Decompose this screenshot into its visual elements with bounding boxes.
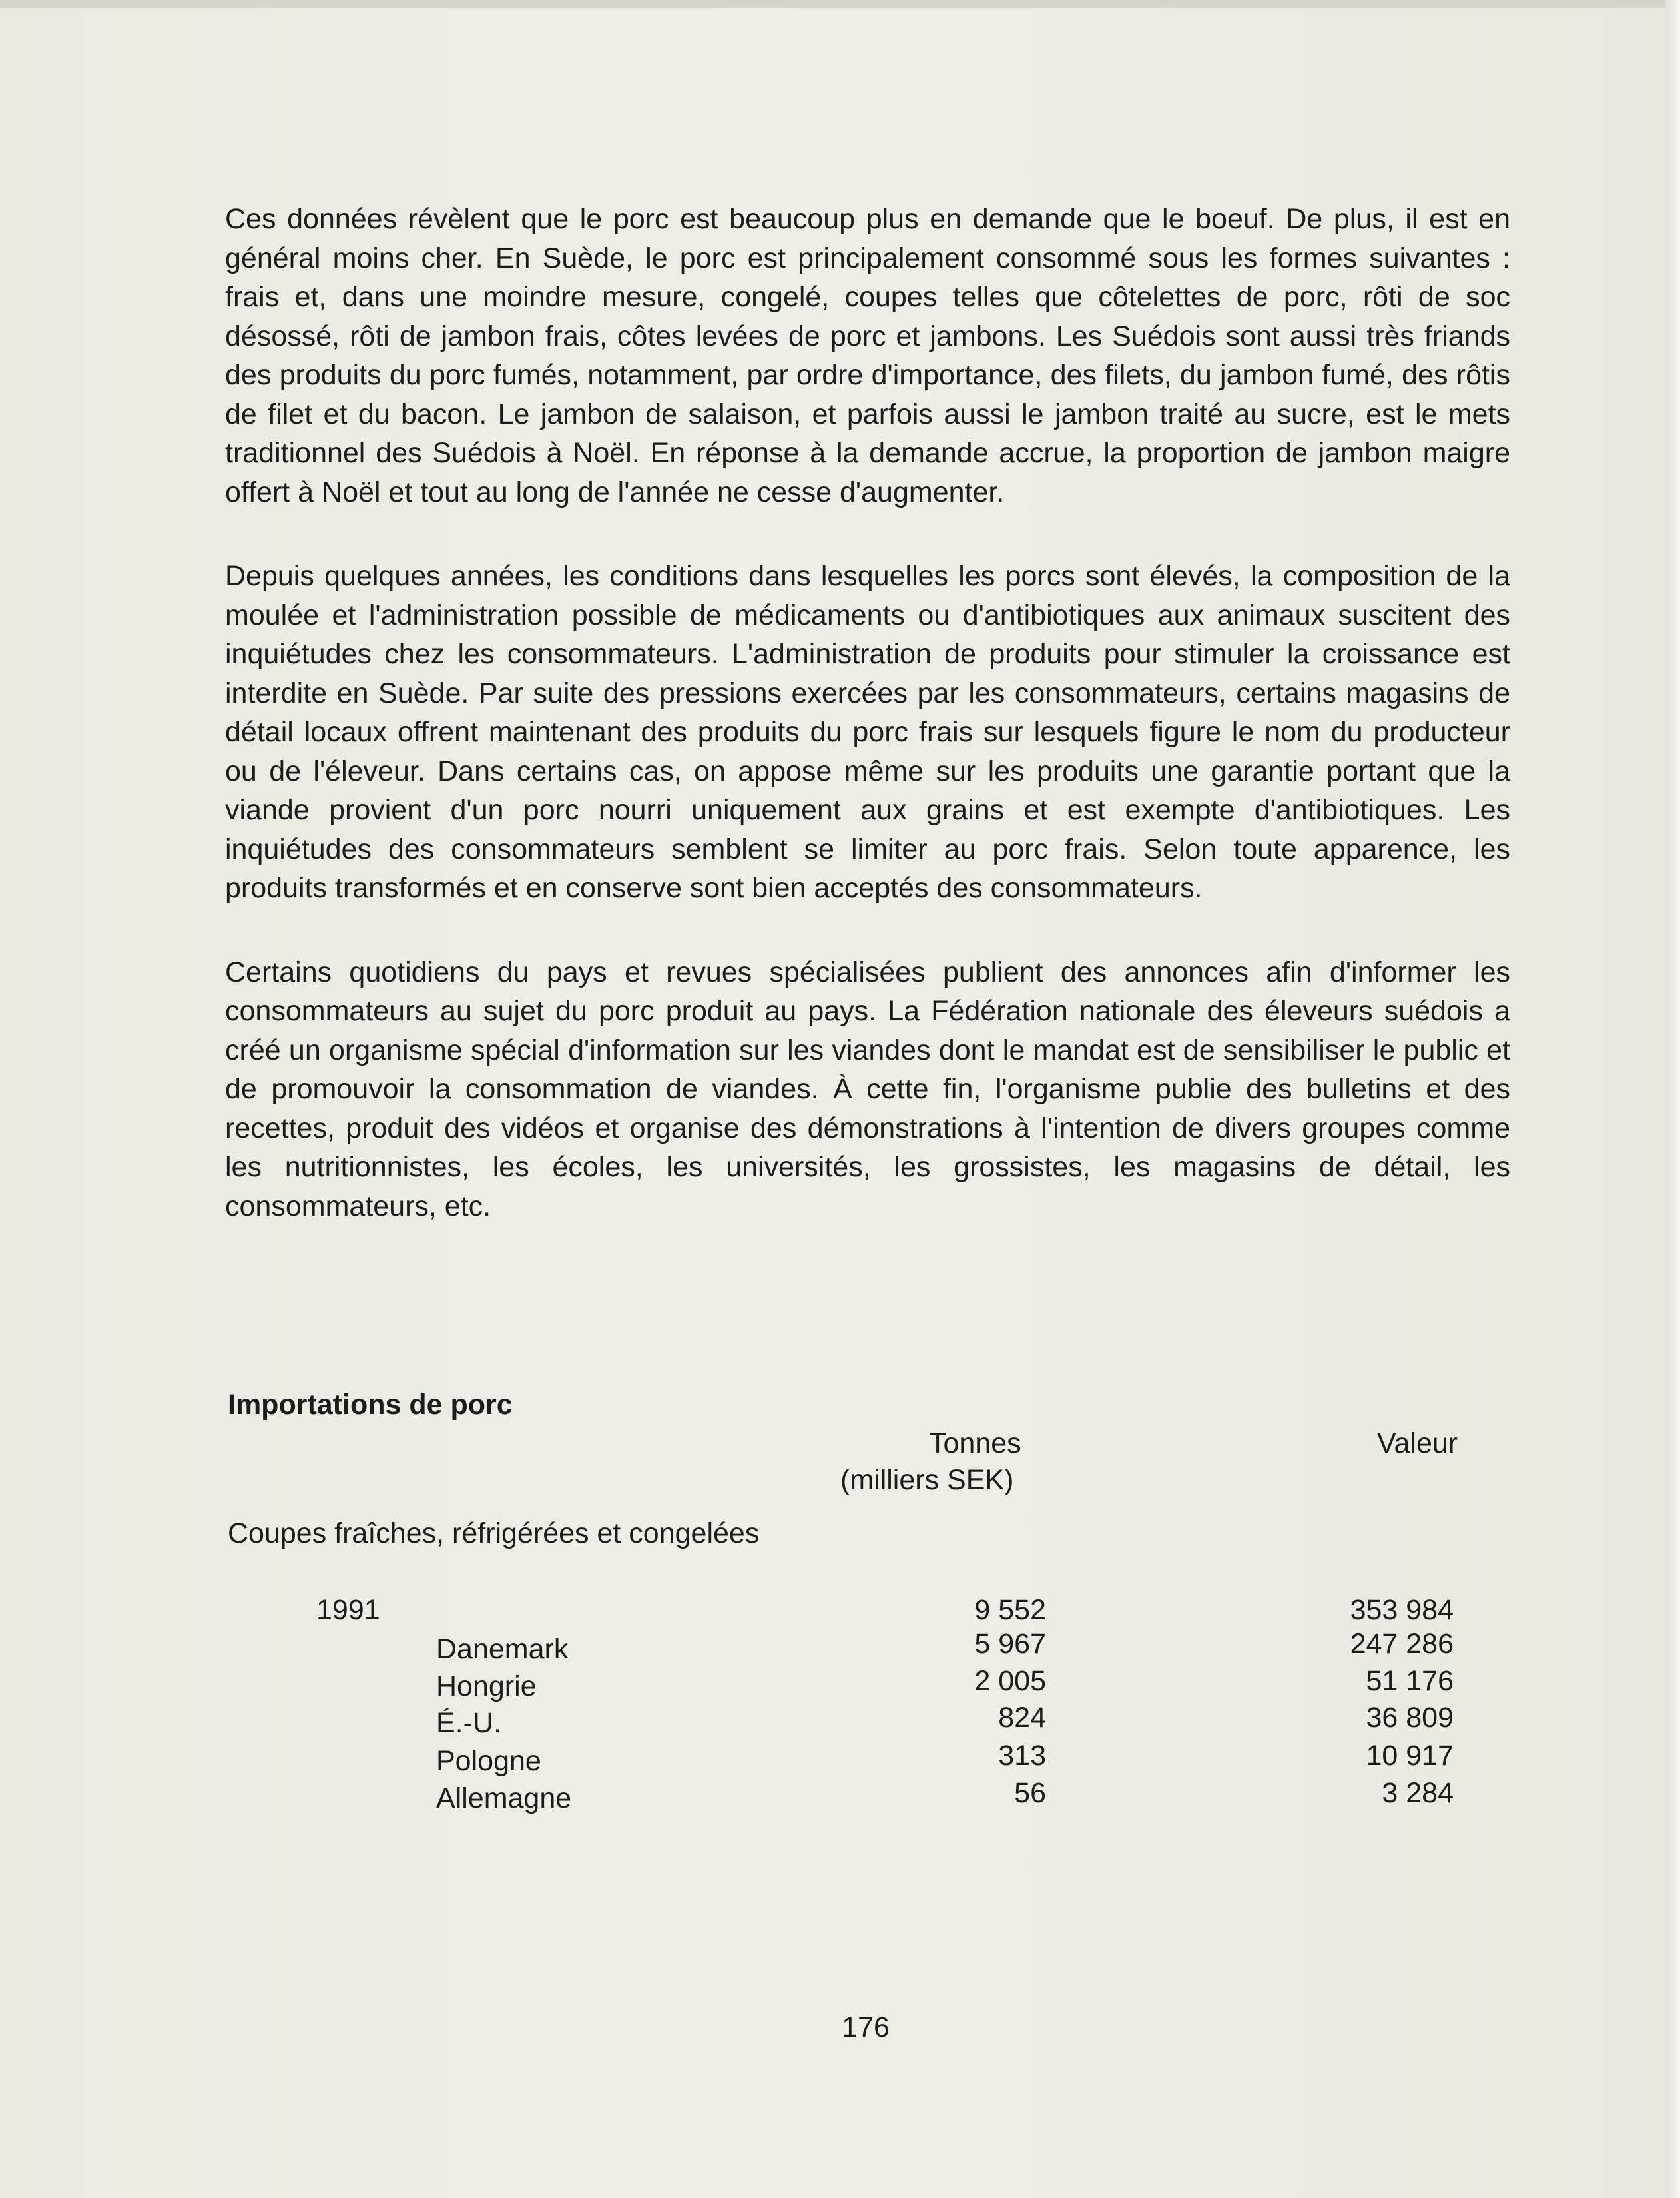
country-name: Allemagne xyxy=(436,1782,572,1814)
valeur-value: 10 917 xyxy=(1366,1740,1454,1772)
valeur-value: 3 284 xyxy=(1382,1777,1454,1809)
scan-top-edge xyxy=(0,0,1680,8)
tonnes-value: 824 xyxy=(998,1702,1046,1734)
body-text xyxy=(225,200,1510,1271)
tonnes-value: 56 xyxy=(1014,1777,1046,1809)
column-header-valeur: Valeur xyxy=(1377,1427,1458,1459)
section-heading: Importations de porc xyxy=(228,1389,513,1421)
total-valeur: 353 984 xyxy=(1350,1594,1454,1626)
valeur-value: 51 176 xyxy=(1366,1665,1454,1697)
valeur-value: 247 286 xyxy=(1350,1628,1454,1660)
scan-right-edge xyxy=(1665,0,1680,2198)
tonnes-value: 5 967 xyxy=(974,1628,1046,1660)
category-label: Coupes fraîches, réfrigérées et congelées xyxy=(228,1517,760,1549)
total-tonnes: 9 552 xyxy=(974,1594,1046,1626)
country-name: É.-U. xyxy=(436,1707,501,1739)
year-label: 1991 xyxy=(316,1594,380,1626)
paragraph-consumption: Ces données révèlent que le porc est beaucoup plus en demande que le boeuf. De plus, il est en général moins cher. En Suède, le porc est principalement consommé sous les formes suivantes : frais et, dans une moindre mesure, congelé, coupes telles que côtelettes de porc, rôti de soc désossé, rôti de jambon frais, côtes levées de porc et jambons. Les Suédois sont aussi très friands des produits du porc fumés, notamment, par ordre d'importance, des filets, du jambon fumé, des rôtis de filet et du bacon. Le jambon de salaison, et parfois aussi le jambon traité au sucre, est le mets traditionnel des Suédois à Noël. En réponse à la demande accrue, la proportion de jambon maigre offert à Noël et tout au long de l'année ne cesse d'augmenter. xyxy=(225,203,1510,508)
paragraph-promotion: Certains quotidiens du pays et revues spécialisées publient des annonces afin d'informer les consommateurs au sujet du porc produit au pays. La Fédération nationale des éleveurs suédois a créé un organisme spécial d'information sur les viandes dont le mandat est de sensibiliser le public et de promouvoir la consommation de viandes. À cette fin, l'organisme publie des bulletins et des recettes, produit des vidéos et organise des démonstrations à l'intention de divers groupes comme les nutritionnistes, les écoles, les universités, les grossistes, les magasins de détail, les consommateurs, etc. xyxy=(225,956,1510,1222)
country-name: Hongrie xyxy=(436,1670,537,1702)
column-header-tonnes: Tonnes xyxy=(929,1427,1021,1459)
country-name: Danemark xyxy=(436,1633,569,1665)
page-number: 176 xyxy=(842,2012,890,2043)
country-name: Pologne xyxy=(436,1745,541,1777)
column-header-unit: (milliers SEK) xyxy=(840,1464,1014,1496)
paragraph-consumer-concerns: Depuis quelques années, les conditions dans lesquelles les porcs sont élevés, la composition de la moulée et l'administration possible de médicaments ou d'antibiotiques aux animaux suscitent des inquiétudes chez les consommateurs. L'administration de produits pour stimuler la croissance est interdite en Suède. Par suite des pressions exercées par les consommateurs, certains magasins de détail locaux offrent maintenant des produits du porc frais sur lesquels figure le nom du producteur ou de l'éleveur. Dans certains cas, on appose même sur les produits une garantie portant que la viande provient d'un porc nourri uniquement aux grains et est exempte d'antibiotiques. Les inquiétudes des consommateurs semblent se limiter au porc frais. Selon toute apparence, les produits transformés et en conserve sont bien acceptés des consommateurs. xyxy=(225,560,1510,904)
tonnes-value: 313 xyxy=(998,1740,1046,1772)
valeur-value: 36 809 xyxy=(1366,1702,1454,1734)
tonnes-value: 2 005 xyxy=(974,1665,1046,1697)
